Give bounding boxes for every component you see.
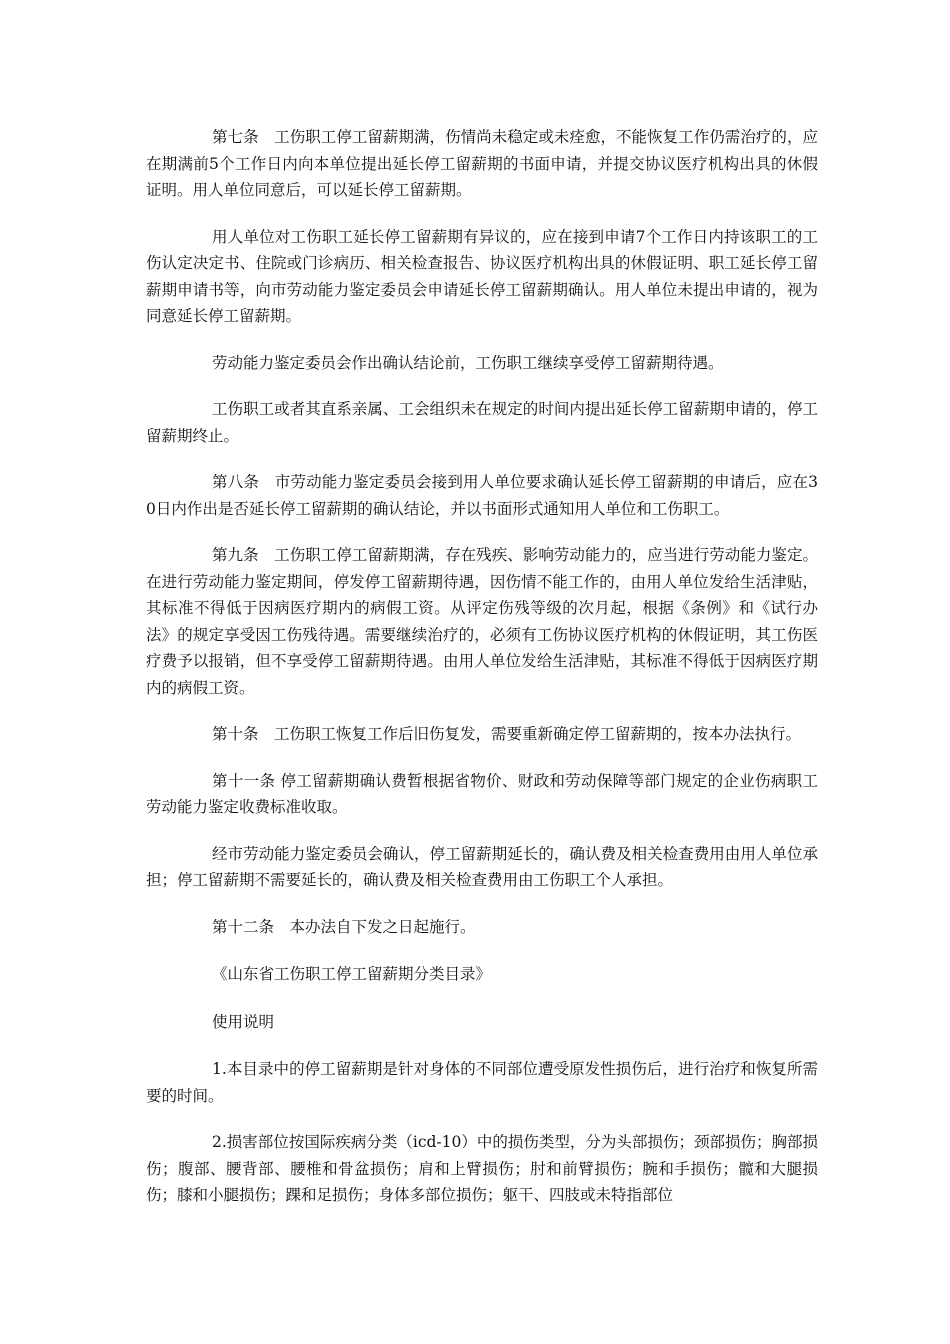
fee-allocation-paragraph: 经市劳动能力鉴定委员会确认，停工留薪期延长的，确认费及相关检查费用由用人单位承担；停工留薪期不需要延长的，确认费及相关检查费用由工伤职工个人承担。	[146, 844, 818, 889]
article-11-paragraph: 第十一条 停工留薪期确认费暂根据省物价、财政和劳动保障等部门规定的企业伤病职工劳动能力鉴定收费标准收取。	[146, 771, 818, 816]
termination-paragraph: 工伤职工或者其直系亲属、工会组织未在规定的时间内提出延长停工留薪期申请的，停工留薪期终止。	[146, 400, 818, 445]
article-8-paragraph: 第八条 市劳动能力鉴定委员会接到用人单位要求确认延长停工留薪期的申请后，应在30日内作出是否延长停工留薪期的确认结论，并以书面形式通知用人单位和工伤职工。	[146, 473, 818, 518]
usage-instructions-heading: 使用说明	[212, 1012, 275, 1031]
article-9-paragraph: 第九条 工伤职工停工留薪期满，存在残疾、影响劳动能力的，应当进行劳动能力鉴定。在进行劳动能力鉴定期间，停发停工留薪期待遇，因伤情不能工作的，由用人单位发给生活津贴，其标准不得低于因病医疗期内的病假工资。从评定伤残等级的次月起，根据《条例》和《试行办法》的规定享受因工伤残待遇。需要继续治疗的，必须有工伤协议医疗机构的休假证明，其工伤医疗费予以报销，但不享受停工留薪期待遇。由用人单位发给生活津贴，其标准不得低于因病医疗期内的病假工资。	[146, 546, 818, 697]
usage-item-1: 1.本目录中的停工留薪期是针对身体的不同部位遭受原发性损伤后，进行治疗和恢复所需要的时间。	[146, 1060, 818, 1105]
article-12-paragraph: 第十二条 本办法自下发之日起施行。	[212, 917, 476, 936]
article-10-paragraph: 第十条 工伤职工恢复工作后旧伤复发，需要重新确定停工留薪期的，按本办法执行。	[212, 725, 802, 743]
objection-paragraph: 用人单位对工伤职工延长停工留薪期有异议的，应在接到申请7个工作日内持该职工的工伤认定决定书、住院或门诊病历、相关检查报告、协议医疗机构出具的休假证明、职工延长停工留薪期申请书等，向市劳动能力鉴定委员会申请延长停工留薪期确认。用人单位未提出申请的，视为同意延长停工留薪期。	[146, 227, 818, 325]
catalog-title: 《山东省工伤职工停工留薪期分类目录》	[212, 965, 492, 983]
usage-item-2: 2.损害部位按国际疾病分类（icd-10）中的损伤类型，分为头部损伤；颈部损伤；胸部损伤；腹部、腰背部、腰椎和骨盆损伤；肩和上臂损伤；肘和前臂损伤；腕和手损伤；髋和大腿损伤；膝和小腿损伤；踝和足损伤；身体多部位损伤；躯干、四肢或未特指部位	[146, 1133, 818, 1204]
continued-benefit-paragraph: 劳动能力鉴定委员会作出确认结论前，工伤职工继续享受停工留薪期待遇。	[212, 353, 724, 372]
article-7-paragraph: 第七条 工伤职工停工留薪期满，伤情尚未稳定或未痊愈，不能恢复工作仍需治疗的，应在期满前5个工作日内向本单位提出延长停工留薪期的书面申请，并提交协议医疗机构出具的休假证明。用人单位同意后，可以延长停工留薪期。	[146, 128, 818, 199]
